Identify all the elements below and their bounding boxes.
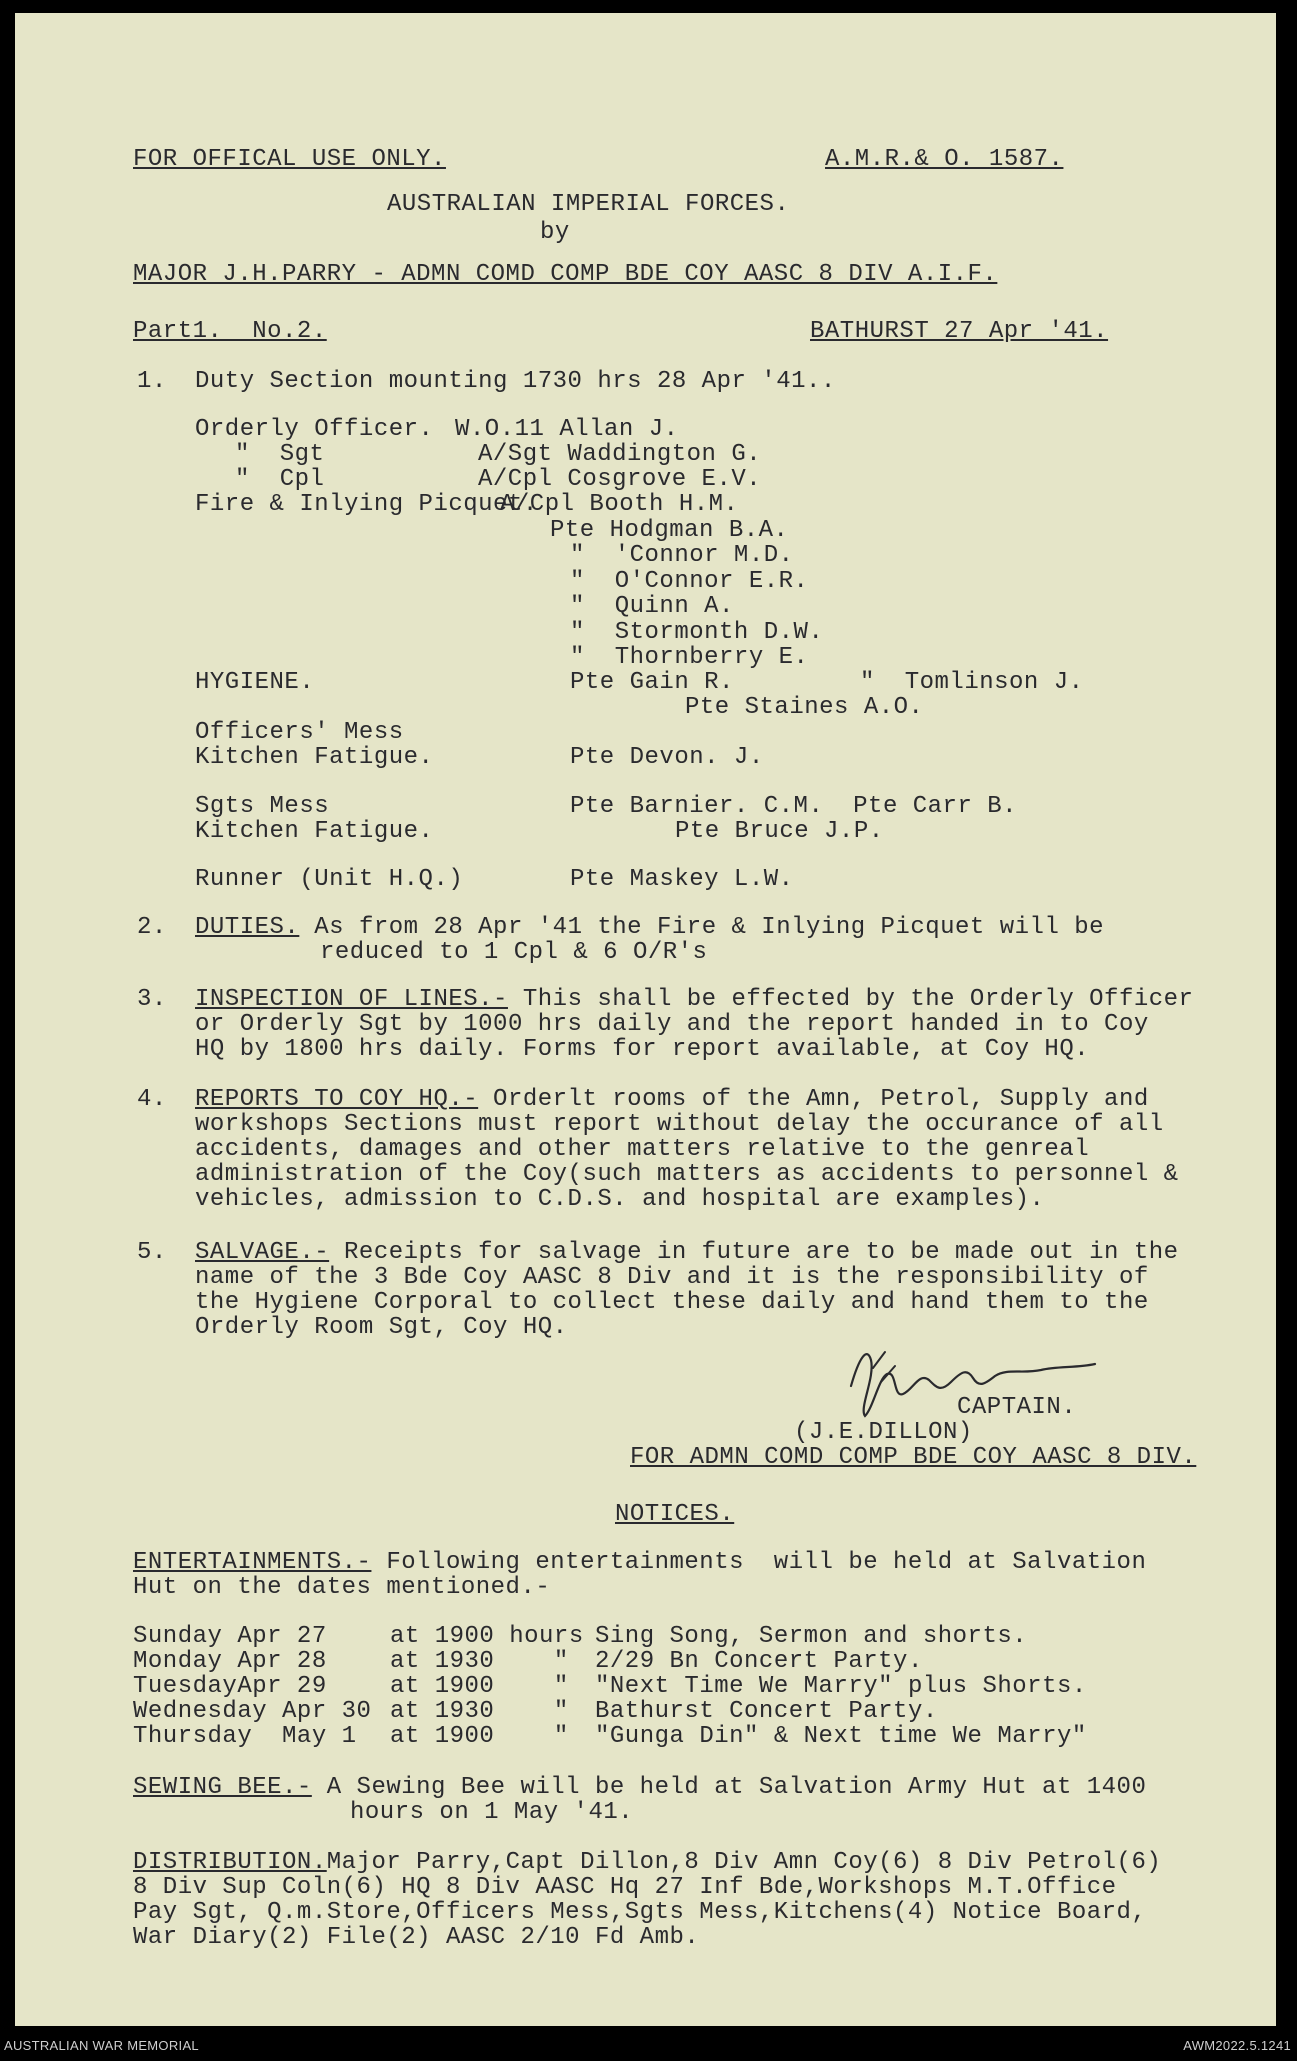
hygiene-member: " Tomlinson J. — [860, 669, 1084, 696]
schedule-event: Sing Song, Sermon and shorts. — [595, 1623, 1028, 1650]
item2-heading: DUTIES. — [195, 914, 300, 941]
item4-text: vehicles, admission to C.D.S. and hospital are examples). — [195, 1186, 1045, 1213]
item5-text: Orderly Room Sgt, Coy HQ. — [195, 1314, 568, 1341]
commander-line: MAJOR J.H.PARRY - ADMN COMD COMP BDE COY AASC 8 DIV A.I.F. — [133, 261, 998, 288]
distribution-text: War Diary(2) File(2) AASC 2/10 Fd Amb. — [133, 1924, 700, 1951]
officers-mess-label: Officers' Mess — [195, 719, 404, 746]
sewing-bee-text: hours on 1 May '41. — [350, 1799, 634, 1826]
by-line: by — [540, 219, 570, 246]
signatory-name: (J.E.DILLON) — [794, 1419, 973, 1446]
picquet-member: " O'Connor E.R. — [570, 568, 809, 595]
item4-text: accidents, damages and other matters relative to the genreal — [195, 1136, 1090, 1163]
schedule-day: Wednesday Apr 30 — [133, 1698, 372, 1725]
item3-text: or Orderly Sgt by 1000 hrs daily and the report handed in to Coy — [195, 1011, 1149, 1038]
runner-label: Runner (Unit H.Q.) — [195, 866, 464, 893]
schedule-event: "Gunga Din" & Next time We Marry" — [595, 1723, 1087, 1750]
item4-text: administration of the Coy(such matters as accidents to personnel & — [195, 1161, 1179, 1188]
item4-number: 4. — [137, 1086, 167, 1113]
archive-reference: AWM2022.5.1241 — [1183, 2038, 1291, 2053]
document-page — [15, 13, 1276, 2026]
item1-heading: Duty Section mounting 1730 hrs 28 Apr '41.. — [195, 368, 836, 395]
item4-text: workshops Sections must report without delay the occurance of all — [195, 1111, 1164, 1138]
orderly-cpl-value: A/Cpl Cosgrove E.V. — [478, 466, 762, 493]
hygiene-label: HYGIENE. — [195, 669, 315, 696]
picquet-member: " 'Connor M.D. — [570, 542, 794, 569]
item3-heading: INSPECTION OF LINES.- — [195, 986, 508, 1013]
orderly-sgt-value: A/Sgt Waddington G. — [478, 441, 762, 468]
distribution-heading: DISTRIBUTION. — [133, 1849, 327, 1876]
hygiene-member: Pte Staines A.O. — [685, 694, 924, 721]
picquet-member: " Quinn A. — [570, 593, 734, 620]
schedule-time: at 1900 " — [390, 1673, 569, 1700]
organisation-title: AUSTRALIAN IMPERIAL FORCES. — [387, 191, 790, 218]
item5-number: 5. — [137, 1239, 167, 1266]
sgts-mess-value: Pte Bruce J.P. — [675, 818, 884, 845]
schedule-time: at 1900 hours — [390, 1623, 584, 1650]
item1-number: 1. — [137, 368, 167, 395]
officers-mess-label: Kitchen Fatigue. — [195, 744, 434, 771]
schedule-time: at 1930 " — [390, 1698, 569, 1725]
notices-title: NOTICES. — [615, 1501, 735, 1528]
item5-text: Receipts for salvage in future are to be made out in the — [329, 1239, 1179, 1266]
item5-text: name of the 3 Bde Coy AASC 8 Div and it is the responsibility of — [195, 1264, 1149, 1291]
schedule-time: at 1930 " — [390, 1648, 569, 1675]
distribution-text: Major Parry,Capt Dillon,8 Div Amn Coy(6) 8 Div Petrol(6) — [326, 1849, 1162, 1876]
orderly-officer-label: Orderly Officer. — [195, 416, 434, 443]
sewing-bee-text: A Sewing Bee will be held at Salvation Army Hut at 1400 — [311, 1774, 1147, 1801]
item2-text: As from 28 Apr '41 the Fire & Inlying Picquet will be — [299, 914, 1105, 941]
entertainments-heading: ENTERTAINMENTS.- — [133, 1549, 372, 1576]
place-date: BATHURST 27 Apr '41. — [810, 318, 1109, 345]
schedule-day: Thursday May 1 — [133, 1723, 357, 1750]
item4-heading: REPORTS TO COY HQ.- — [195, 1086, 479, 1113]
item5-heading: SALVAGE.- — [195, 1239, 330, 1266]
runner-value: Pte Maskey L.W. — [570, 866, 794, 893]
archive-credit: AUSTRALIAN WAR MEMORIAL — [4, 2038, 199, 2053]
entertainments-intro: Hut on the dates mentioned.- — [133, 1574, 551, 1601]
picquet-member: Pte Hodgman B.A. — [550, 517, 789, 544]
distribution-text: Pay Sgt, Q.m.Store,Officers Mess,Sgts Mess,Kitchens(4) Notice Board, — [133, 1899, 1147, 1926]
schedule-event: Bathurst Concert Party. — [595, 1698, 938, 1725]
sgts-mess-label: Kitchen Fatigue. — [195, 818, 434, 845]
item3-number: 3. — [137, 986, 167, 1013]
schedule-event: 2/29 Bn Concert Party. — [595, 1648, 923, 1675]
sgts-mess-label: Sgts Mess — [195, 793, 330, 820]
schedule-day: Monday Apr 28 — [133, 1648, 327, 1675]
sgts-mess-value: Pte Barnier. C.M. Pte Carr B. — [570, 793, 1018, 820]
classification-line: FOR OFFICAL USE ONLY. — [133, 146, 446, 173]
schedule-day: TuesdayApr 29 — [133, 1673, 327, 1700]
item3-text: HQ by 1800 hrs daily. Forms for report available, at Coy HQ. — [195, 1036, 1090, 1063]
officers-mess-value: Pte Devon. J. — [570, 744, 764, 771]
item5-text: the Hygiene Corporal to collect these daily and hand them to the — [195, 1289, 1149, 1316]
orderly-sgt-label: " Sgt — [235, 441, 325, 468]
schedule-event: "Next Time We Marry" plus Shorts. — [595, 1673, 1087, 1700]
picquet-member: " Stormonth D.W. — [570, 619, 824, 646]
picquet-member: " Thornberry E. — [570, 644, 809, 671]
item3-text: This shall be effected by the Orderly Officer — [507, 986, 1194, 1013]
orderly-officer-value: W.O.11 Allan J. — [455, 416, 679, 443]
item2-number: 2. — [137, 914, 167, 941]
picquet-member: A/Cpl Booth H.M. — [500, 491, 739, 518]
hygiene-member: Pte Gain R. — [570, 669, 734, 696]
orderly-cpl-label: " Cpl — [235, 466, 325, 493]
schedule-day: Sunday Apr 27 — [133, 1623, 327, 1650]
picquet-label: Fire & Inlying Picquet. — [195, 491, 538, 518]
schedule-time: at 1900 " — [390, 1723, 569, 1750]
distribution-text: 8 Div Sup Coln(6) HQ 8 Div AASC Hq 27 Inf Bde,Workshops M.T.Office — [133, 1874, 1117, 1901]
item2-text: reduced to 1 Cpl & 6 O/R's — [320, 939, 708, 966]
entertainments-intro: Following entertainments will be held at Salvation — [371, 1549, 1147, 1576]
signatory-for: FOR ADMN COMD COMP BDE COY AASC 8 DIV. — [630, 1444, 1197, 1471]
item4-text: Orderlt rooms of the Amn, Petrol, Supply and — [478, 1086, 1149, 1113]
sewing-bee-heading: SEWING BEE.- — [133, 1774, 312, 1801]
part-number: Part1. No.2. — [133, 318, 327, 345]
reference-number: A.M.R.& O. 1587. — [825, 146, 1064, 173]
signatory-rank: CAPTAIN. — [957, 1394, 1077, 1421]
